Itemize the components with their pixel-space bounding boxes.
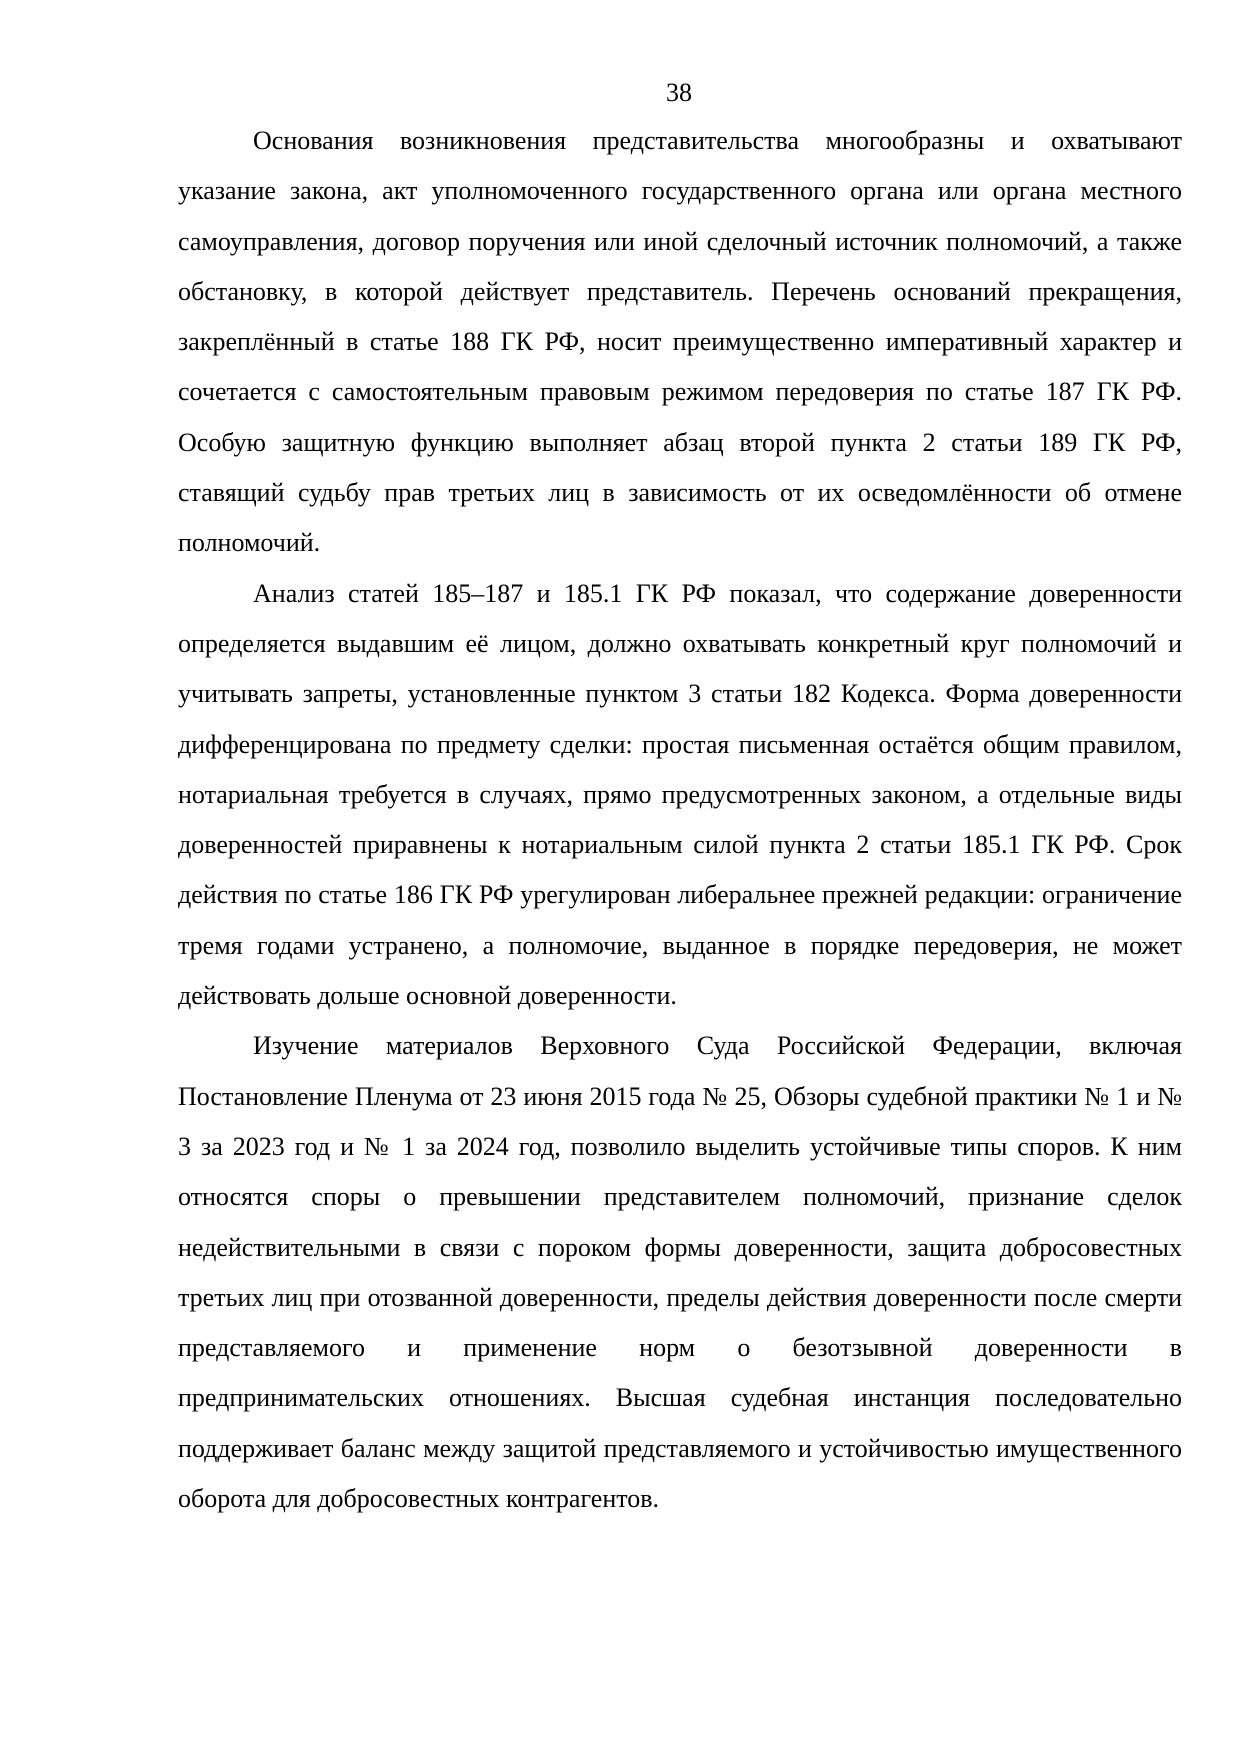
paragraph-representation-grounds: Основания возникновения представительства многообразны и охватывают указание закона, акт уполномоченного государственного органа или органа местного самоуправления, договор поручения или иной сделочный источник полномочий, а также обстановку, в которой действует представитель. Перечень оснований прекращения, закреплённый в статье 188 ГК РФ, носит преимущественно императивный характер и сочетается с самостоятельным правовым режимом передоверия по статье 187 ГК РФ. Особую защитную функцию выполняет абзац второй пункта 2 статьи 189 ГК РФ, ставящий судьбу прав третьих лиц в зависимость от их осведомлённости об отмене полномочий. <box>178 126 1182 558</box>
paragraph-supreme-court-practice: Изучение материалов Верховного Суда Российской Федерации, включая Постановление Пленума от 23 июня 2015 года № 25, Обзоры судебной практики № 1 и № 3 за 2023 год и № 1 за 2024 год, позволило выделить устойчивые типы споров. К ним относятся споры о превышении представителем полномочий, признание сделок недействительными в связи с пороком формы доверенности, защита добросовестных третьих лиц при отозванной доверенности, пределы действия доверенности после смерти представляемого и применение норм о безотзывной доверенности в предпринимательских отношениях. Высшая судебная инстанция последовательно поддерживает баланс между защитой представляемого и устойчивостью имущественного оборота для добросовестных контрагентов. <box>178 1031 1182 1514</box>
page-number: 38 <box>666 78 692 107</box>
body-text <box>178 116 1182 1524</box>
paragraph-power-of-attorney-analysis: Анализ статей 185–187 и 185.1 ГК РФ показал, что содержание доверенности определяется выдавшим её лицом, должно охватывать конкретный круг полномочий и учитывать запреты, установленные пунктом 3 статьи 182 Кодекса. Форма доверенности дифференцирована по предмету сделки: простая письменная остаётся общим правилом, нотариальная требуется в случаях, прямо предусмотренных законом, а отдельные виды доверенностей приравнены к нотариальным силой пункта 2 статьи 185.1 ГК РФ. Срок действия по статье 186 ГК РФ урегулирован либеральнее прежней редакции: ограничение тремя годами устранено, а полномочие, выданное в порядке передоверия, не может действовать дольше основной доверенности. <box>178 578 1182 1011</box>
